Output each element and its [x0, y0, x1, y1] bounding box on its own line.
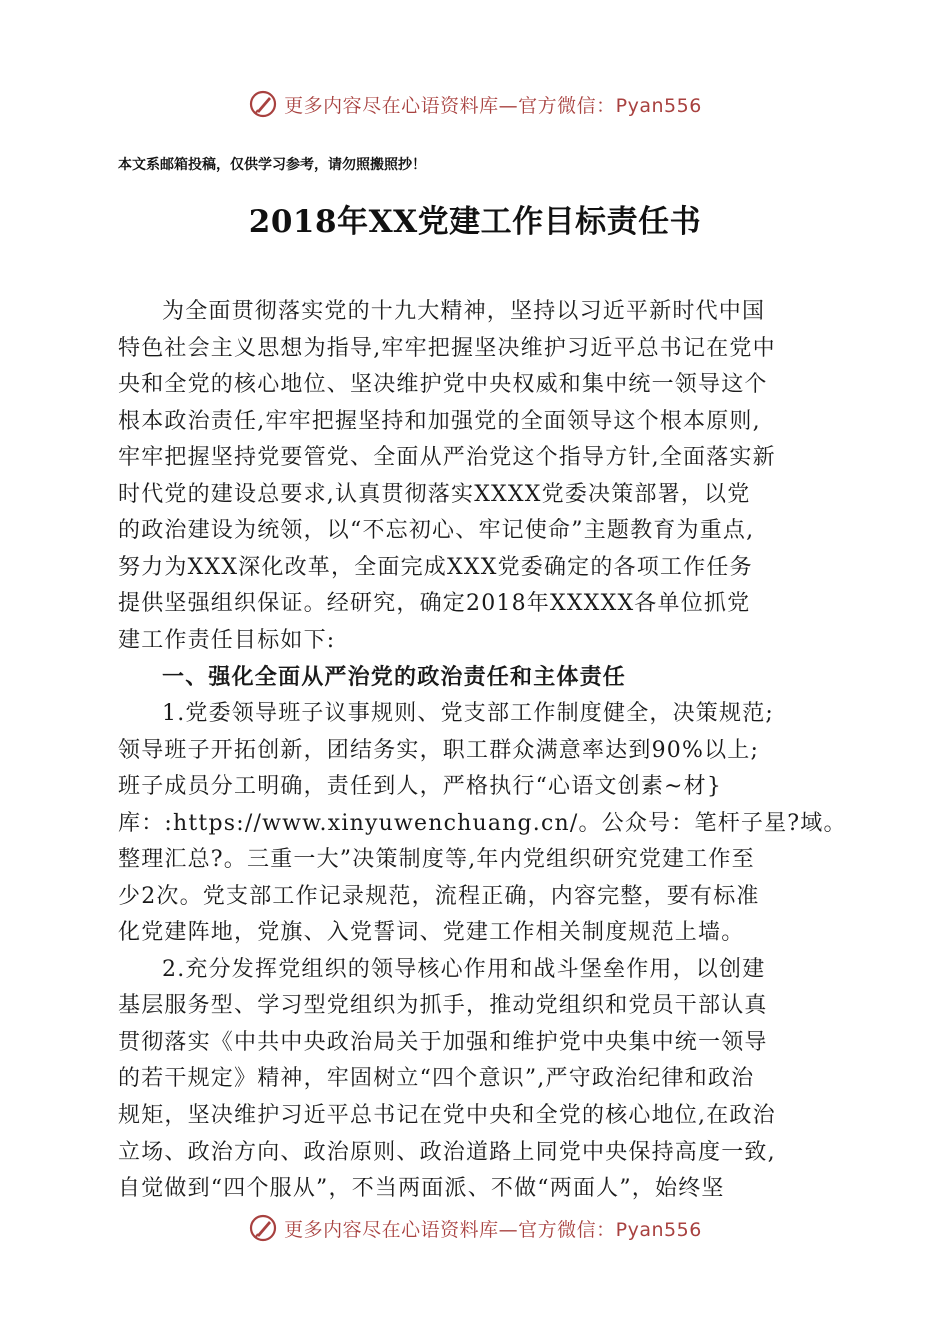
quill-pen-logo-icon [248, 1213, 278, 1243]
paragraph-line: 化党建阵地，党旗、入党誓词、党建工作相关制度规范上墙。 [118, 920, 745, 946]
paragraph-line: 2.充分发挥党组织的领导核心作用和战斗堡垒作用，以创建 [162, 956, 766, 982]
paragraph-line: 建工作责任目标如下: [118, 627, 336, 653]
watermark-banner-bottom [0, 1208, 950, 1248]
paragraph-line: 规矩，坚决维护习近平总书记在党中央和全党的核心地位,在政治 [118, 1103, 776, 1129]
paragraph-line: 贯彻落实《中共中央政治局关于加强和维护党中央集中统一领导 [118, 1029, 768, 1055]
watermark-banner-top [0, 84, 950, 124]
document-title: 2018年XX党建工作目标责任书 [248, 204, 702, 240]
paragraph-line: 自觉做到“四个服从”，不当两面派、不做“两面人”，始终坚 [118, 1176, 725, 1202]
paragraph-line: 时代党的建设总要求,认真贯彻落实XXXX党委决策部署，以党 [118, 481, 751, 507]
paragraph-line: 少2次。党支部工作记录规范，流程正确，内容完整，要有标准 [118, 883, 760, 909]
paragraph-line: 班子成员分工明确，责任到人，严格执行“心语文创素~材} [118, 774, 723, 800]
paragraph-line: 为全面贯彻落实党的十九大精神，坚持以习近平新时代中国 [162, 299, 766, 324]
paragraph-line: 库：:https://www.xinyuwenchuang.cn/。公众号：笔杆子星?域。 [118, 810, 847, 836]
quill-pen-logo-icon [248, 89, 278, 119]
watermark-text: 更多内容尽在心语资料库—官方微信：Pyan556 [284, 94, 702, 117]
paragraph-line: 的若干规定》精神，牢固树立“四个意识”,严守政治纪律和政治 [118, 1066, 755, 1092]
section-heading: 一、强化全面从严治党的政治责任和主体责任 [162, 664, 627, 691]
paragraph-line: 1.党委领导班子议事规则、党支部工作制度健全，决策规范; [162, 701, 775, 727]
watermark-text: 更多内容尽在心语资料库—官方微信：Pyan556 [284, 1218, 702, 1241]
paragraph-line: 领导班子开拓创新，团结务实，职工群众满意率达到90%以上; [118, 737, 760, 763]
paragraph-line: 央和全党的核心地位、坚决维护党中央权威和集中统一领导这个 [118, 372, 768, 398]
paragraph-line: 牢牢把握坚持党要管党、全面从严治党这个指导方针,全面落实新 [118, 445, 776, 471]
paragraph-line: 根本政治责任,牢牢把握坚持和加强党的全面领导这个根本原则, [118, 408, 761, 434]
document-body [118, 294, 847, 1208]
submission-notice: 本文系邮箱投稿，仅供学习参考，请勿照搬照抄！ [118, 157, 426, 173]
paragraph-line: 基层服务型、学习型党组织为抓手，推动党组织和党员干部认真 [118, 993, 768, 1019]
paragraph-line: 提供坚强组织保证。经研究，确定2018年XXXXX各单位抓党 [118, 591, 751, 617]
paragraph-line: 的政治建设为统领，以“不忘初心、牢记使命”主题教育为重点, [118, 518, 755, 544]
paragraph-line: 努力为XXX深化改革，全面完成XXX党委确定的各项工作任务 [118, 554, 753, 580]
paragraph-line: 立场、政治方向、政治原则、政治道路上同党中央保持高度一致, [118, 1139, 776, 1165]
paragraph-line: 整理汇总?。三重一大”决策制度等,年内党组织研究党建工作至 [118, 847, 755, 873]
paragraph-line: 特色社会主义思想为指导,牢牢把握坚决维护习近平总书记在党中 [118, 335, 776, 361]
